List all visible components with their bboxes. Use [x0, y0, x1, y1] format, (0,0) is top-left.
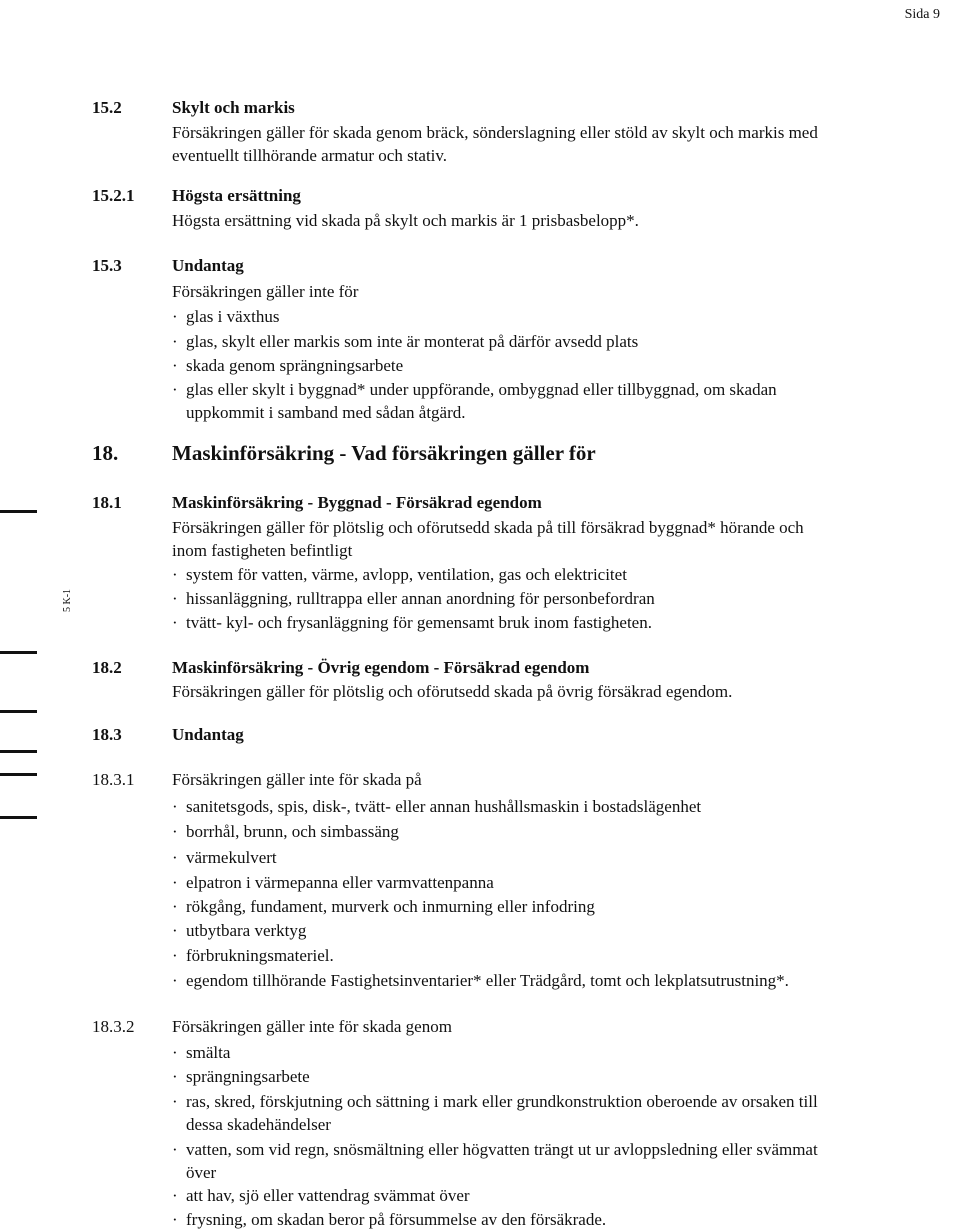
list-item: · glas, skylt eller markis som inte är monterat på därför avsedd plats: [172, 332, 639, 351]
paragraph-line: Försäkringen gäller för plötslig och oförutsedd skada på övrig försäkrad egendom.: [172, 682, 733, 701]
section-title: Högsta ersättning: [172, 186, 301, 205]
section-number: 18.1: [92, 493, 122, 512]
section-title: Undantag: [172, 725, 244, 744]
list-item-continuation: över: [186, 1163, 217, 1182]
revision-bar: [0, 750, 37, 753]
section-number: 18.3: [92, 725, 122, 744]
list-item: · smälta: [172, 1043, 231, 1062]
paragraph-line: inom fastigheten befintligt: [172, 541, 353, 560]
list-item: · elpatron i värmepanna eller varmvattenpanna: [172, 873, 494, 892]
revision-bar: [0, 710, 37, 713]
revision-bar: [0, 510, 37, 513]
list-item: · ras, skred, förskjutning och sättning i mark eller grundkonstruktion oberoende av orsaken till: [172, 1092, 818, 1111]
section-title: Maskinförsäkring - Övrig egendom - Försäkrad egendom: [172, 658, 590, 677]
list-item: · hissanläggning, rulltrappa eller annan anordning för personbefordran: [172, 589, 655, 608]
section-number: 18.3.1: [92, 770, 135, 789]
section-number: 18.3.2: [92, 1017, 135, 1036]
list-item: · skada genom sprängningsarbete: [172, 356, 404, 375]
list-item-continuation: uppkommit i samband med sådan åtgärd.: [186, 403, 466, 422]
revision-bar: [0, 773, 37, 776]
list-item-continuation: dessa skadehändelser: [186, 1115, 331, 1134]
paragraph-line: eventuellt tillhörande armatur och stativ.: [172, 146, 448, 165]
paragraph-line: Högsta ersättning vid skada på skylt och markis är 1 prisbasbelopp*.: [172, 211, 639, 230]
list-item: · värmekulvert: [172, 848, 277, 867]
list-item: · utbytbara verktyg: [172, 921, 307, 940]
section-number: 15.2: [92, 98, 122, 117]
list-item: · egendom tillhörande Fastighetsinventarier* eller Trädgård, tomt och lekplatsutrustning*.: [172, 971, 789, 990]
section-number: 15.2.1: [92, 186, 135, 205]
section-title: Maskinförsäkring - Byggnad - Försäkrad egendom: [172, 493, 542, 512]
list-item: · att hav, sjö eller vattendrag svämmat över: [172, 1186, 470, 1205]
list-item: · sanitetsgods, spis, disk-, tvätt- eller annan hushållsmaskin i bostadslägenhet: [172, 797, 702, 816]
list-item: · frysning, om skadan beror på försummelse av den försäkrade.: [172, 1210, 607, 1229]
list-item: · glas eller skylt i byggnad* under uppförande, ombyggnad eller tillbyggnad, om skadan: [172, 380, 777, 399]
section-number: 18.2: [92, 658, 122, 677]
list-item: · rökgång, fundament, murverk och inmurning eller infodring: [172, 897, 595, 916]
list-item: · tvätt- kyl- och frysanläggning för gemensamt bruk inom fastigheten.: [172, 613, 652, 632]
revision-bar: [0, 816, 37, 819]
section-number: 15.3: [92, 256, 122, 275]
paragraph-line: Försäkringen gäller för skada genom bräck, sönderslagning eller stöld av skylt och markis med: [172, 123, 818, 142]
list-item: · förbrukningsmateriel.: [172, 946, 334, 965]
paragraph-line: Försäkringen gäller inte för skada på: [172, 770, 422, 789]
page-number: Sida 9: [904, 7, 940, 22]
list-item: · glas i växthus: [172, 307, 280, 326]
list-item: · system för vatten, värme, avlopp, ventilation, gas och elektricitet: [172, 565, 627, 584]
list-item: · vatten, som vid regn, snösmältning eller högvatten trängt ut ur avloppsledning eller svämmat: [172, 1140, 818, 1159]
revision-bar: [0, 651, 37, 654]
margin-code: 5 K-1: [62, 588, 73, 612]
chapter-number: 18.: [92, 441, 119, 465]
list-item: · sprängningsarbete: [172, 1067, 310, 1086]
chapter-title: Maskinförsäkring - Vad försäkringen gäller för: [172, 441, 596, 465]
list-item: · borrhål, brunn, och simbassäng: [172, 822, 399, 841]
paragraph-line: Försäkringen gäller inte för: [172, 282, 359, 301]
paragraph-line: Försäkringen gäller för plötslig och oförutsedd skada på till försäkrad byggnad* hörande och: [172, 518, 804, 537]
paragraph-line: Försäkringen gäller inte för skada genom: [172, 1017, 452, 1036]
section-title: Undantag: [172, 256, 244, 275]
section-title: Skylt och markis: [172, 98, 295, 117]
